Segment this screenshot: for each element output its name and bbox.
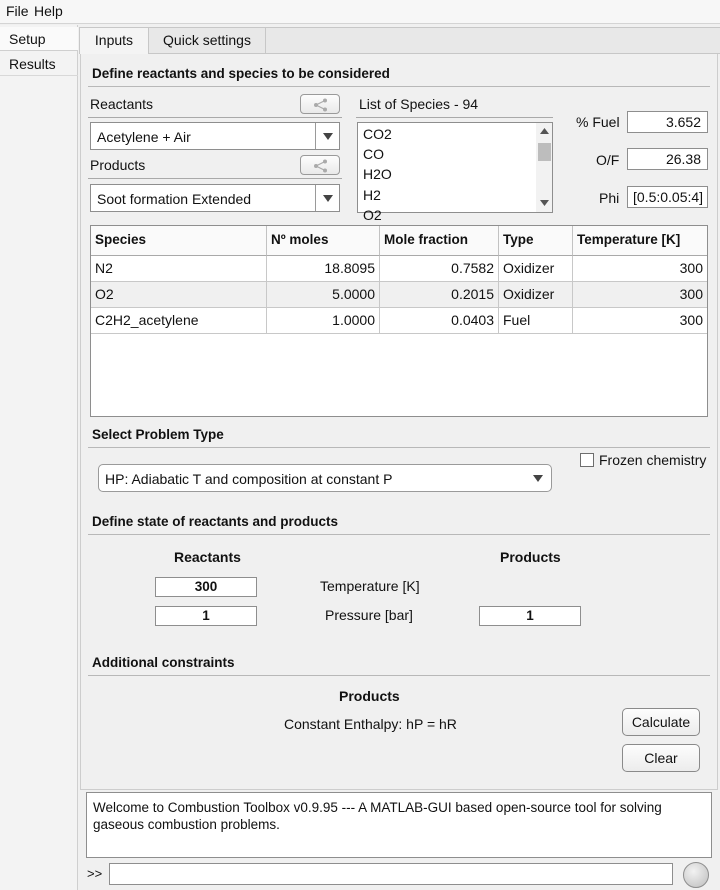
species-listbox[interactable] [357,122,553,223]
pressure-label: Pressure [bar] [325,607,413,623]
problem-section-title: Select Problem Type [92,427,224,442]
chevron-down-icon[interactable] [315,185,339,211]
status-lamp-icon [683,862,709,888]
temperature-label: Temperature [K] [320,578,420,594]
nav-item-results[interactable]: Results [0,52,78,76]
table-cell[interactable]: Fuel [499,308,573,334]
fuel-percent-label: % Fuel [576,114,620,130]
product-pressure-field[interactable]: 1 [479,606,581,626]
table-cell[interactable]: 1.0000 [267,308,380,334]
products-dropdown[interactable] [90,184,340,212]
products-dropdown-value: Soot formation Extended [97,191,252,207]
reactants-label-underline [88,117,342,118]
species-list-item[interactable]: O2 [363,207,382,223]
section-divider [88,675,710,676]
constraint-text: Constant Enthalpy: hP = hR [284,716,457,732]
left-navigation [0,25,78,890]
table-cell[interactable]: 5.0000 [267,282,380,308]
of-ratio-label: O/F [596,152,620,168]
table-cell[interactable]: 300 [573,256,707,282]
species-list-underline [356,117,553,118]
frozen-chemistry-checkbox[interactable] [580,453,594,467]
section-divider [88,447,710,448]
command-prompt: >> [87,866,103,881]
phi-field[interactable]: [0.5:0.05:4] [627,186,708,208]
table-cell[interactable]: C2H2_acetylene [91,308,267,334]
tab-quick-settings[interactable]: Quick settings [148,27,266,53]
phi-label: Phi [599,190,620,206]
constraints-section-title: Additional constraints [92,655,235,670]
reactants-label: Reactants [90,96,154,112]
table-cell[interactable]: Oxidizer [499,256,573,282]
table-cell[interactable]: 0.0403 [380,308,499,334]
table-cell[interactable]: 300 [573,308,707,334]
table-cell[interactable]: 18.8095 [267,256,380,282]
scroll-down-icon[interactable] [540,200,549,206]
table-cell[interactable]: N2 [91,256,267,282]
reactants-section-title: Define reactants and species to be considered [92,66,390,81]
constraints-products-header: Products [339,688,400,704]
table-header-type[interactable]: Type [499,226,573,256]
tab-strip-filler [265,27,720,53]
reactant-pressure-field[interactable]: 1 [155,606,257,626]
clear-button[interactable]: Clear [622,744,700,772]
fuel-percent-field[interactable]: 3.652 [627,111,708,133]
table-cell[interactable]: 300 [573,282,707,308]
reactants-table[interactable] [90,225,708,417]
table-header-mole-fraction[interactable]: Mole fraction [380,226,499,256]
chevron-down-icon[interactable] [315,123,339,149]
reactant-temperature-field[interactable]: 300 [155,577,257,597]
scroll-up-icon[interactable] [540,128,549,134]
species-list-item[interactable]: CO [363,146,384,162]
species-list-item[interactable]: H2 [363,187,381,203]
table-cell[interactable]: 0.2015 [380,282,499,308]
problem-type-value: HP: Adiabatic T and composition at constant P [105,471,393,487]
section-divider [88,534,710,535]
share-icon [313,159,329,173]
calculate-button[interactable]: Calculate [622,708,700,736]
menu-help[interactable]: Help [34,3,63,19]
species-list-label: List of Species - 94 [359,96,479,112]
state-reactants-header: Reactants [174,549,241,565]
products-label: Products [90,157,146,173]
reactants-dropdown[interactable] [90,122,340,150]
problem-type-dropdown[interactable] [98,464,552,492]
menu-bar [0,0,720,24]
command-input[interactable] [109,863,673,885]
of-ratio-field[interactable]: 26.38 [627,148,708,170]
state-section-title: Define state of reactants and products [92,514,339,529]
frozen-chemistry-label: Frozen chemistry [599,452,707,468]
reactants-share-button[interactable] [300,94,340,114]
menu-file[interactable]: File [6,3,29,19]
products-share-button[interactable] [300,155,340,175]
nav-item-setup[interactable]: Setup [0,27,78,51]
table-header-moles[interactable]: Nº moles [267,226,380,256]
tab-inputs[interactable]: Inputs [79,27,149,54]
species-list-item[interactable]: CO2 [363,126,392,142]
table-cell[interactable]: 0.7582 [380,256,499,282]
console-output: Welcome to Combustion Toolbox v0.9.95 --- A MATLAB-GUI based open-source tool for solving gaseous combustion problems. [86,792,712,858]
species-list-scrollbar[interactable] [536,123,552,212]
state-products-header: Products [500,549,561,565]
reactants-dropdown-value: Acetylene + Air [97,129,191,145]
products-label-underline [88,178,342,179]
scrollbar-thumb[interactable] [538,143,551,161]
share-icon [313,98,329,112]
table-cell[interactable]: O2 [91,282,267,308]
chevron-down-icon[interactable] [533,475,543,482]
species-list-item[interactable]: H2O [363,166,392,182]
table-header-species[interactable]: Species [91,226,267,256]
table-cell[interactable]: Oxidizer [499,282,573,308]
section-divider [88,86,710,87]
table-header-temperature[interactable]: Temperature [K] [573,226,707,256]
